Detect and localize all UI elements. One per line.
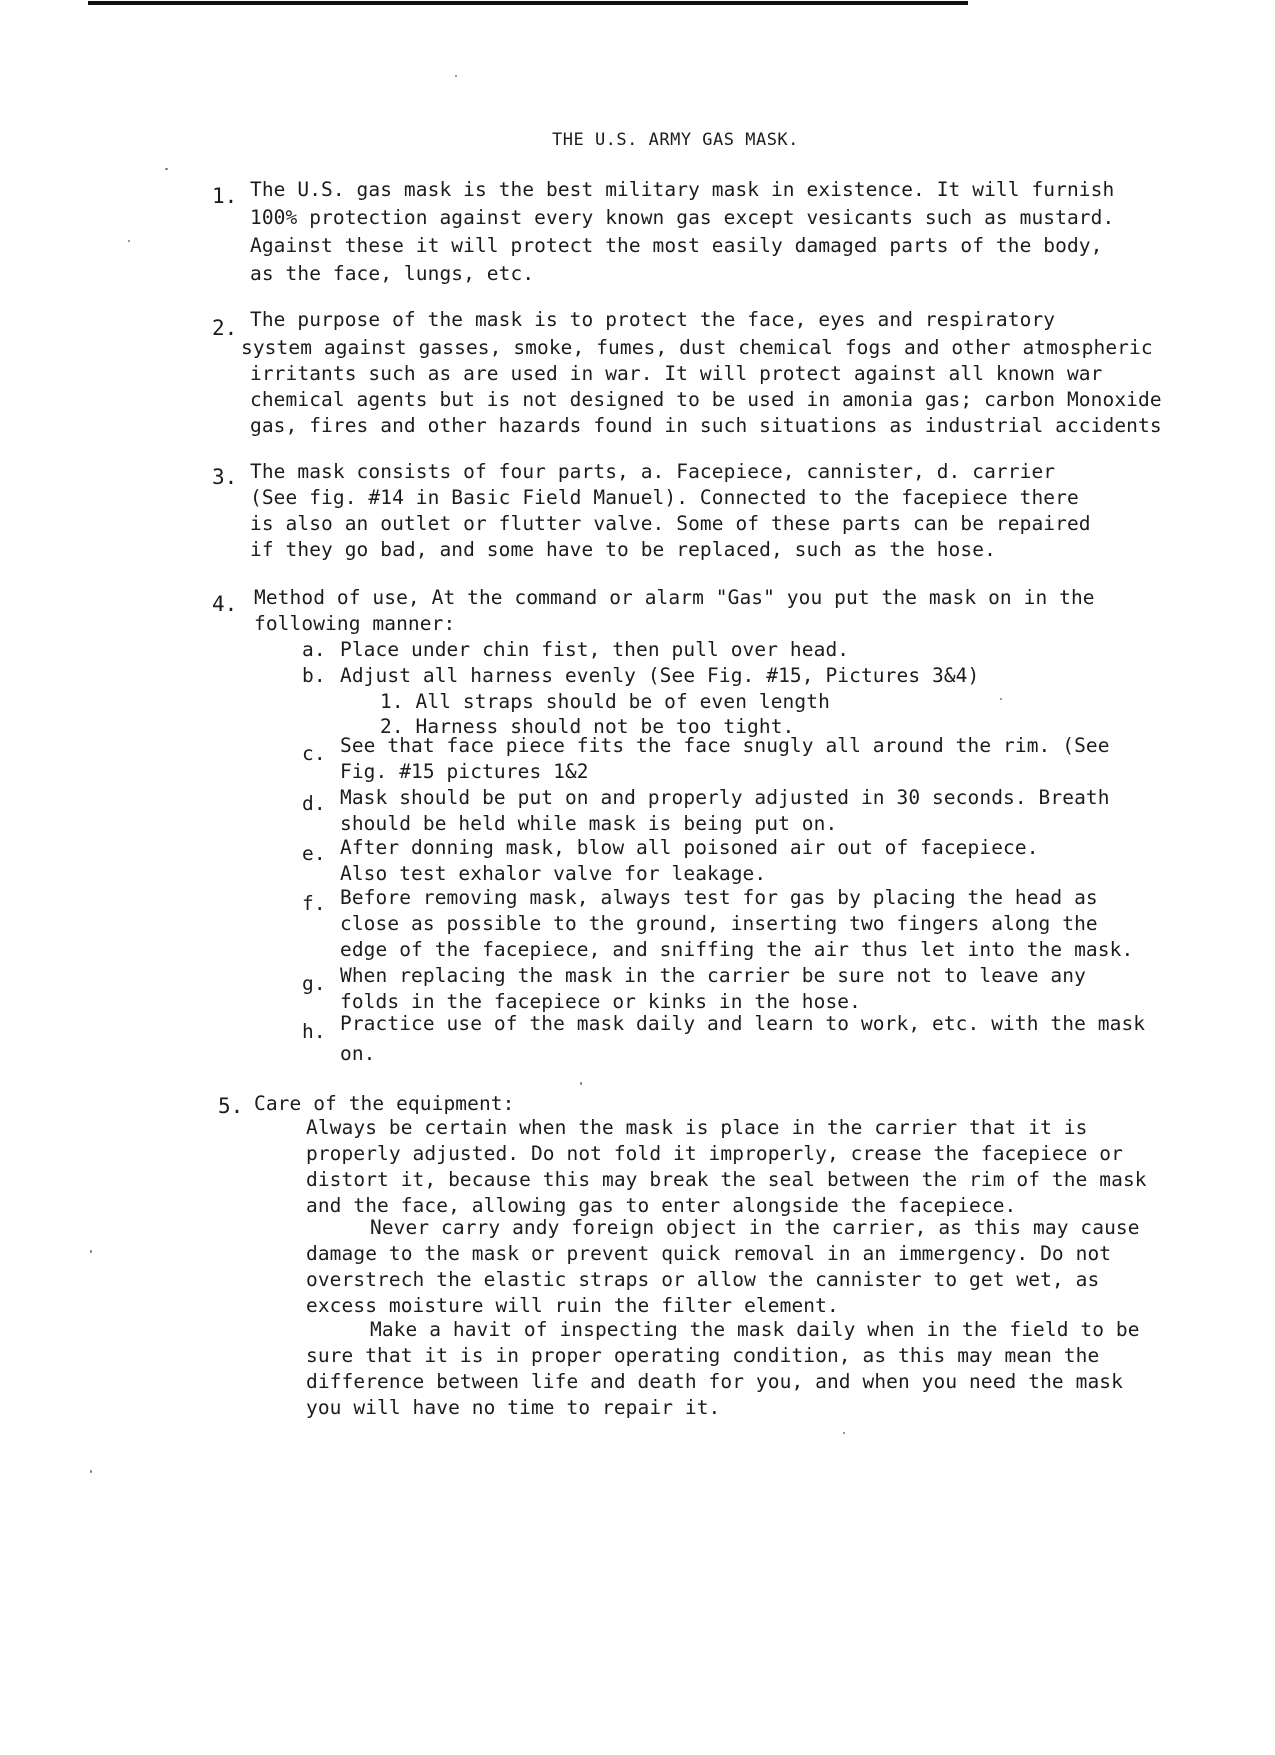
text-line: Before removing mask, always test for gas by placing the head as [340, 886, 1098, 909]
section-number: 5. [218, 1094, 244, 1118]
text-line: Always be certain when the mask is place in the carrier that it is [306, 1116, 1088, 1139]
text-line: Practice use of the mask daily and learn to work, etc. with the mask [340, 1012, 1146, 1035]
text-line: Never carry andy foreign object in the carrier, as this may cause [370, 1216, 1140, 1239]
section-number: 2. [212, 316, 238, 340]
text-line: close as possible to the ground, inserting two fingers along the [340, 912, 1098, 935]
text-line: 100% protection against every known gas except vesicants such as mustard. [250, 206, 1115, 229]
text-line: damage to the mask or prevent quick removal in an immergency. Do not [306, 1242, 1112, 1265]
text-line: After donning mask, blow all poisoned air out of facepiece. [340, 836, 1039, 859]
scan-speck [580, 1082, 582, 1085]
top-edge-rule [88, 1, 968, 5]
text-line: Against these it will protect the most easily damaged parts of the body, [250, 234, 1103, 257]
text-line: Fig. #15 pictures 1&2 [340, 760, 589, 783]
scan-speck [128, 240, 130, 242]
section-number: 1. [212, 184, 238, 208]
page-title: THE U.S. ARMY GAS MASK. [552, 130, 799, 150]
item-letter: c. [302, 742, 326, 765]
text-line: gas, fires and other hazards found in such situations as industrial accidents [250, 414, 1162, 437]
scan-speck [90, 1250, 92, 1253]
sub-item: 1. All straps should be of even length [380, 690, 830, 713]
text-line: distort it, because this may break the seal between the rim of the mask [306, 1168, 1147, 1191]
text-line: Make a havit of inspecting the mask daily when in the field to be [370, 1318, 1140, 1341]
text-line: you will have no time to repair it. [306, 1396, 721, 1419]
text-line: should be held while mask is being put on. [340, 812, 838, 835]
text-line: as the face, lungs, etc. [250, 262, 535, 285]
item-letter: b. [302, 664, 326, 687]
item-letter: d. [302, 792, 326, 815]
text-line: irritants such as are used in war. It will protect against all known war [250, 362, 1103, 385]
text-line: The purpose of the mask is to protect the face, eyes and respiratory [250, 308, 1056, 331]
text-line: folds in the facepiece or kinks in the hose. [340, 990, 861, 1013]
text-line: (See fig. #14 in Basic Field Manuel). Connected to the facepiece there [250, 486, 1079, 509]
text-line: difference between life and death for you, and when you need the mask [306, 1370, 1123, 1393]
item-letter: a. [302, 638, 326, 661]
text-line: Mask should be put on and properly adjusted in 30 seconds. Breath [340, 786, 1110, 809]
item-letter: h. [302, 1020, 326, 1043]
text-line: excess moisture will ruin the filter element. [306, 1294, 839, 1317]
scan-speck [455, 75, 457, 77]
text-line: if they go bad, and some have to be replaced, such as the hose. [250, 538, 996, 561]
item-letter: f. [302, 892, 326, 915]
text-line: Place under chin fist, then pull over head. [340, 638, 850, 661]
text-line: system against gasses, smoke, fumes, dust chemical fogs and other atmospheric [241, 336, 1153, 359]
text-line: following manner: [254, 612, 456, 635]
text-line: edge of the facepiece, and sniffing the air thus let into the mask. [340, 938, 1134, 961]
text-line: Method of use, At the command or alarm "Gas" you put the mask on in the [254, 586, 1095, 609]
sub-item: 2. Harness should not be too tight. [380, 715, 795, 738]
scan-speck [165, 168, 168, 170]
text-line: sure that it is in proper operating condition, as this may mean the [306, 1344, 1100, 1367]
text-line: Also test exhalor valve for leakage. [340, 862, 767, 885]
text-line: chemical agents but is not designed to be used in amonia gas; carbon Monoxide [250, 388, 1162, 411]
section-heading: Care of the equipment: [254, 1092, 515, 1115]
text-line: The mask consists of four parts, a. Facepiece, cannister, d. carrier [250, 460, 1056, 483]
text-line: See that face piece fits the face snugly all around the rim. (See [340, 734, 1110, 757]
text-line: properly adjusted. Do not fold it improperly, crease the facepiece or [306, 1142, 1123, 1165]
text-line: The U.S. gas mask is the best military mask in existence. It will furnish [250, 178, 1115, 201]
section-number: 3. [212, 465, 238, 489]
text-line: When replacing the mask in the carrier be sure not to leave any [340, 964, 1086, 987]
section-number: 4. [212, 592, 238, 616]
text-line: overstrech the elastic straps or allow the cannister to get wet, as [306, 1268, 1100, 1291]
text-line: on. [340, 1042, 376, 1065]
item-letter: e. [302, 842, 326, 865]
text-line: Adjust all harness evenly (See Fig. #15, Pictures 3&4) [340, 664, 980, 687]
text-line: and the face, allowing gas to enter alongside the facepiece. [306, 1194, 1017, 1217]
scan-speck [1000, 698, 1002, 700]
item-letter: g. [302, 972, 326, 995]
text-line: is also an outlet or flutter valve. Some of these parts can be repaired [250, 512, 1091, 535]
scan-speck [90, 1470, 92, 1473]
scan-speck [843, 1432, 845, 1434]
